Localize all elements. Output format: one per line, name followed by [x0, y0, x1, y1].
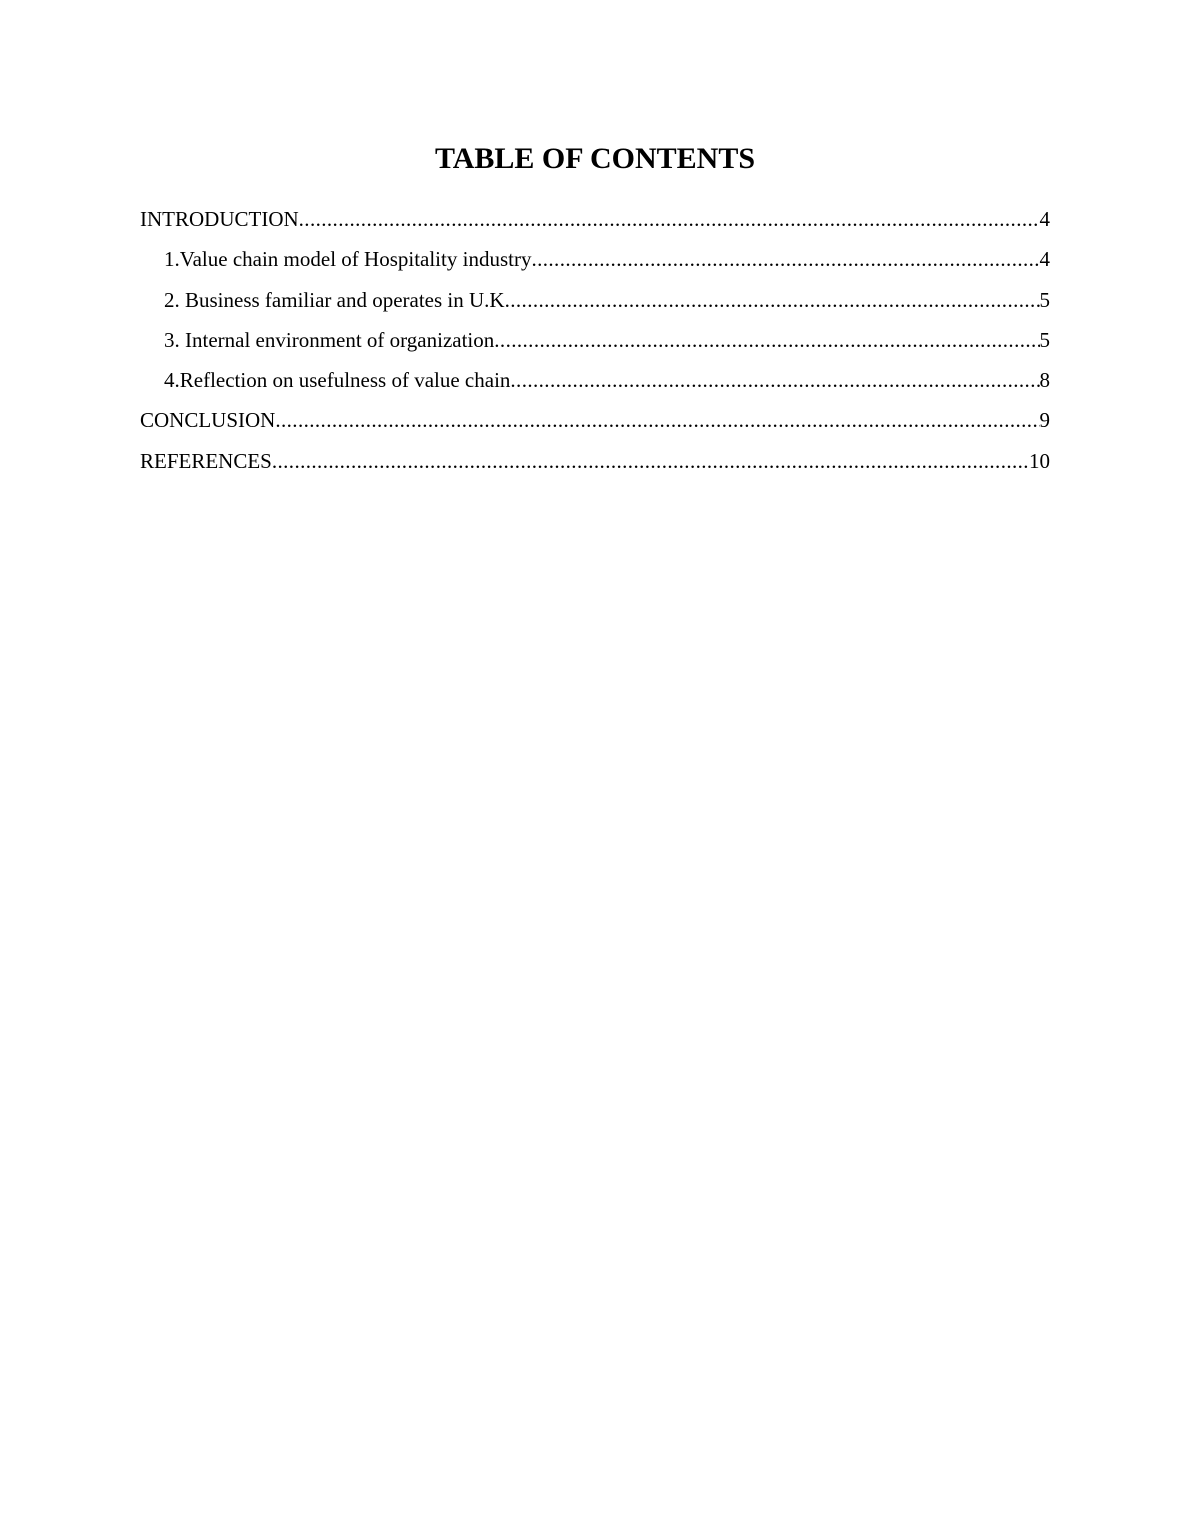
toc-entry-business-uk[interactable]	[140, 284, 1050, 324]
dot-leader	[505, 284, 1040, 316]
toc-entry-conclusion[interactable]	[140, 404, 1050, 444]
dot-leader	[299, 203, 1040, 235]
toc-entry-internal-environment[interactable]	[140, 324, 1050, 364]
toc-entry-label: INTRODUCTION	[140, 207, 299, 231]
toc-entry-label: 2. Business familiar and operates in U.K	[164, 287, 505, 312]
toc-entry-page-number: 4	[1039, 207, 1050, 231]
toc-entry-page-number: 5	[1039, 287, 1050, 312]
toc-entry-label: CONCLUSION	[140, 408, 276, 433]
toc-entry-page-number: 4	[1039, 247, 1050, 272]
dot-leader	[275, 404, 1039, 436]
dot-leader	[494, 324, 1039, 356]
toc-entry-label: REFERENCES	[140, 448, 272, 473]
toc-entry-references[interactable]	[140, 445, 1050, 485]
toc-entry-reflection[interactable]	[140, 364, 1050, 404]
toc-entry-page-number: 9	[1039, 408, 1050, 433]
toc-entry-label: 4.Reflection on usefulness of value chain	[164, 368, 511, 393]
toc-entry-label: 3. Internal environment of organization	[164, 327, 495, 352]
toc-entry-value-chain-model[interactable]	[140, 243, 1050, 283]
toc-entry-introduction[interactable]	[140, 203, 1050, 243]
toc-title: TABLE OF CONTENTS	[434, 142, 756, 175]
toc-entry-page-number: 5	[1039, 327, 1050, 352]
toc-entry-page-number: 8	[1039, 368, 1050, 393]
toc-entry-label: 1.Value chain model of Hospitality industry	[164, 247, 532, 272]
toc-entry-page-number: 10	[1029, 448, 1050, 473]
dot-leader	[510, 364, 1039, 396]
dot-leader	[531, 243, 1039, 275]
toc-list	[140, 203, 1050, 485]
dot-leader	[272, 445, 1029, 477]
